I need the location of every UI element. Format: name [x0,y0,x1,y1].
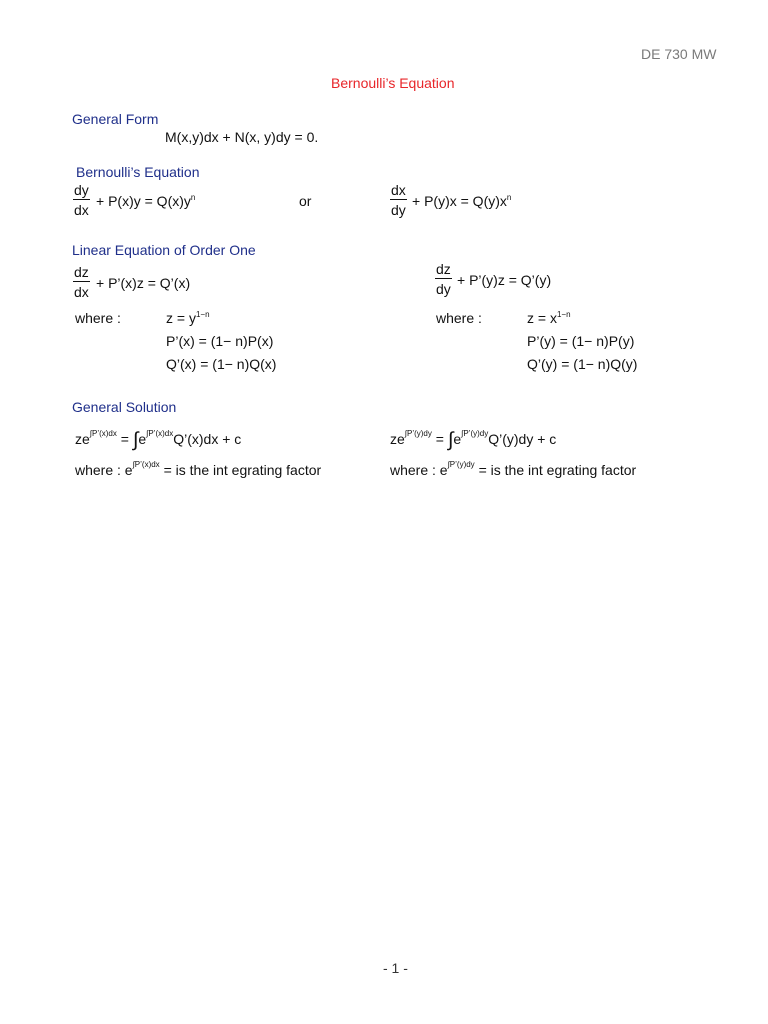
z-substitution: $z = y^{1-n}$ [166,310,210,326]
bernoulli-y-rest: + $P(y)x = Q(y)x^n$ [412,193,512,209]
integrating-factor-y: where : $e^{\int P’(y)dy}$ = is the int egrating factor [390,460,637,478]
page-number: - 1 - [383,960,408,976]
z-substitution: $z = x^{1-n}$ [527,310,571,326]
bernoulli-heading: Bernoulli’s Equation [76,164,200,180]
q-substitution: Q’(x) = (1− n)Q(x) [166,356,277,372]
fraction-dx-dy: dx dy [391,182,406,218]
linear-y-rest: + P’(y)z = Q’(y) [457,272,552,288]
general-form-heading: General Form [72,111,159,127]
integral-symbol: ∫ [447,429,454,451]
general-solution-y: $ze^{\int P’(y)dy}$ = $\int e^{\int P’(y)dy}Q’(y)dy + c$ [390,429,557,451]
linear-heading: Linear Equation of Order One [72,242,256,258]
p-substitution: P’(y) = (1− n)P(y) [527,333,635,349]
p-substitution: P’(x) = (1− n)P(x) [166,333,274,349]
q-substitution: Q’(y) = (1− n)Q(y) [527,356,638,372]
general-solution-heading: General Solution [72,399,177,415]
integral-symbol: ∫ [132,429,139,451]
linear-x-rest: + P’(x)z = Q’(x) [96,275,191,291]
where-label: where : [436,310,482,326]
fraction-dy-dx: dy dx [74,182,89,218]
or-label: or [299,193,312,209]
fraction-dz-dx: dz dx [74,264,89,300]
fraction-dz-dy: dz dy [436,261,451,297]
general-solution-x: $ze^{\int P’(x)dx}$ = $\int e^{\int P’(x)dx}Q’(x)dx + c$ [75,429,242,451]
bernoulli-x-rest: + $P(x)y = Q(x)y^n$ [96,193,196,209]
general-form-equation: M(x,y)dx + N(x, y)dy = 0. [165,129,319,145]
page-title: Bernoulli’s Equation [331,75,455,91]
document-code: DE 730 MW [641,46,717,62]
integrating-factor-x: where : $e^{\int P’(x)dx}$ = is the int egrating factor [75,460,322,478]
where-label: where : [75,310,121,326]
